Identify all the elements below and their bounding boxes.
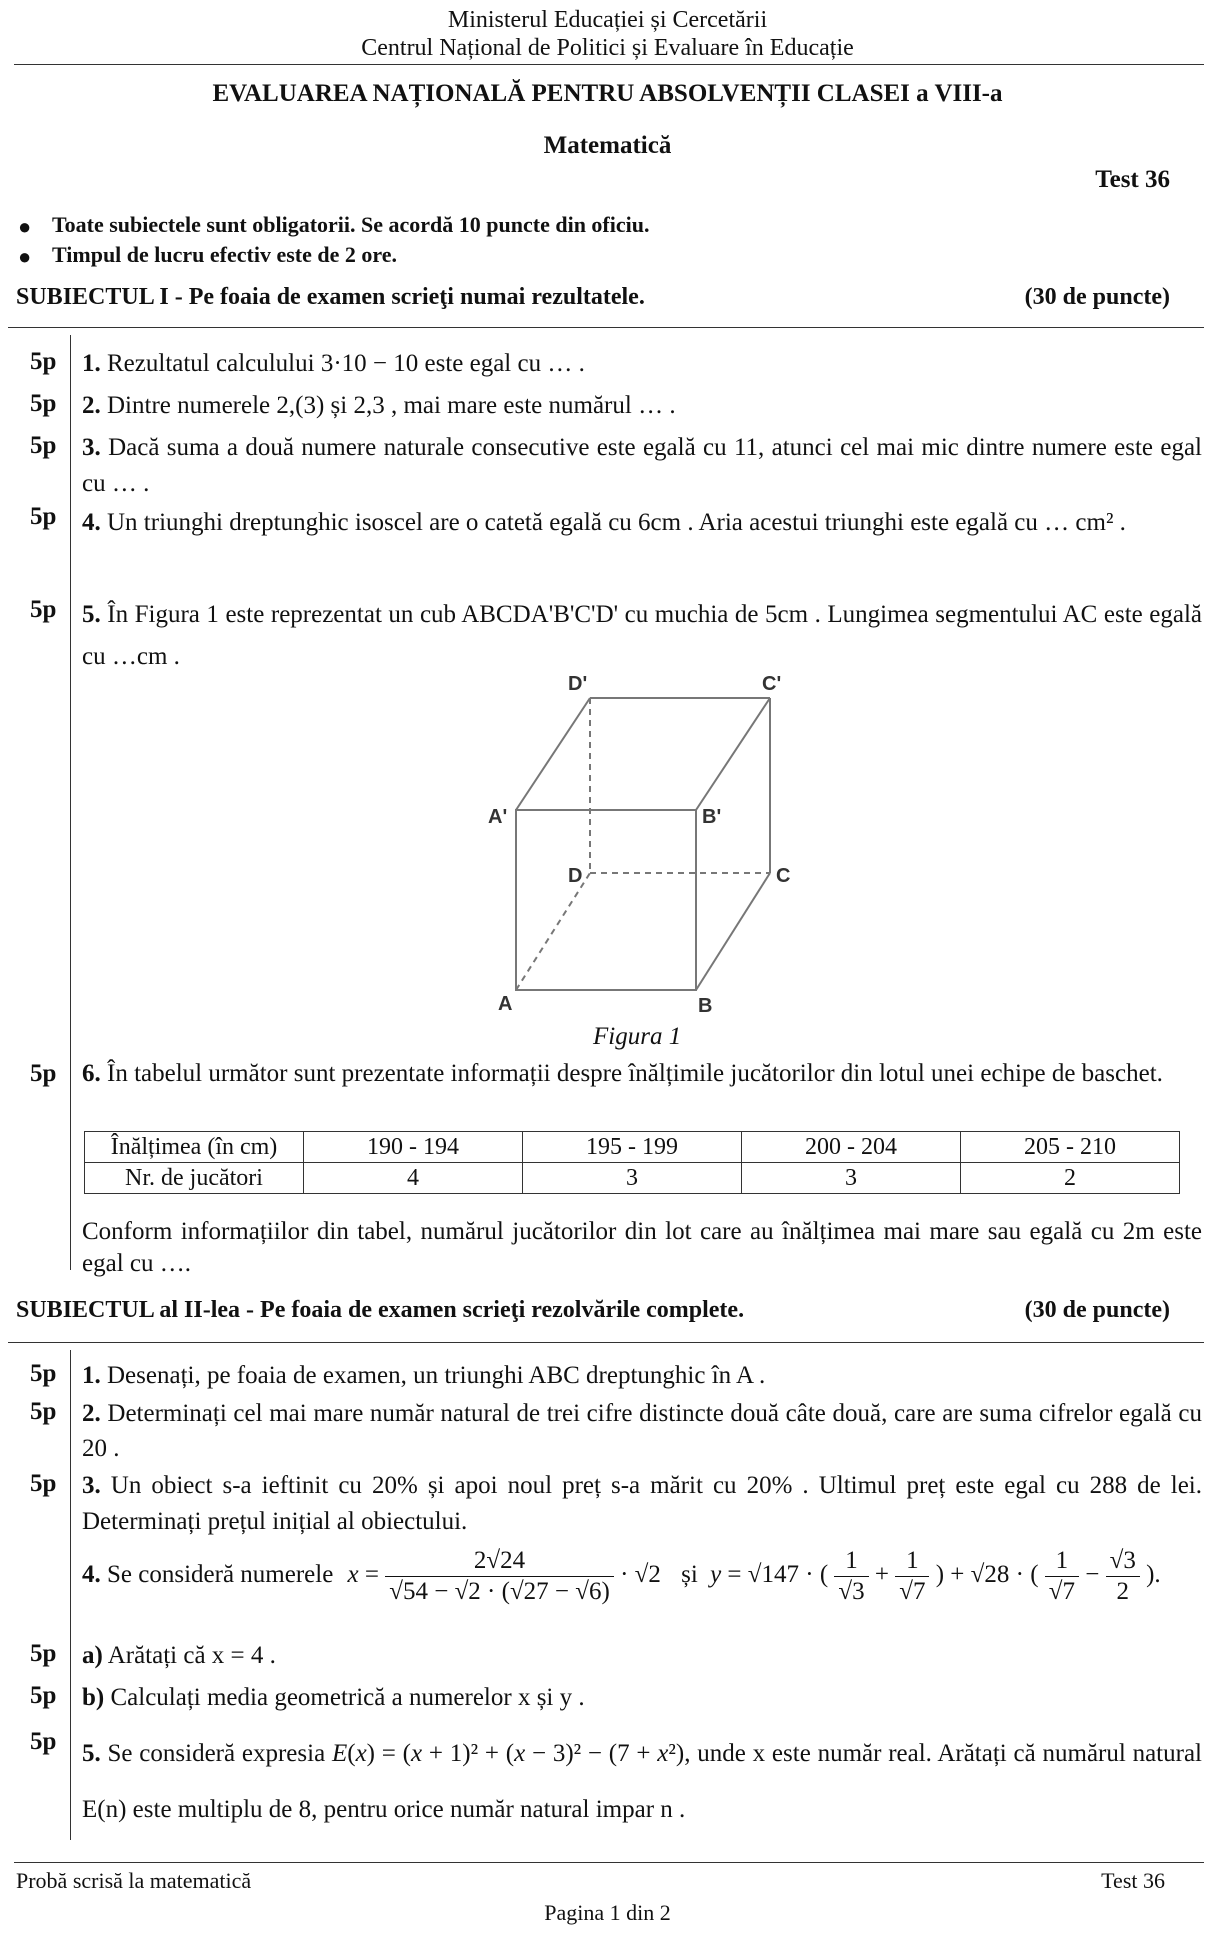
table-cell: 190 - 194 xyxy=(304,1132,523,1163)
label-c1: C' xyxy=(762,673,782,695)
page-number: Pagina 1 din 2 xyxy=(544,1900,671,1925)
instruction-2: Timpul de lucru efectiv este de 2 ore. xyxy=(52,242,398,267)
exam-title: EVALUAREA NAȚIONALĂ PENTRU ABSOLVENȚII CLASEI a VIII-a xyxy=(212,80,1003,107)
s2-question-5: 5. Se consideră expresia E(x) = (x + 1)² + (x − 3)² − (7 + x²), unde x este număr real. Arătați că numărul natural E(n) este multiplu de 8, pentru orice număr natural impar n . xyxy=(82,1740,1202,1823)
ministry-name: Ministerul Educației și Cercetării xyxy=(447,7,768,33)
points-q4b: 5p xyxy=(30,1682,57,1709)
points-q3: 5p xyxy=(30,432,57,459)
points-q4a: 5p xyxy=(30,1640,57,1667)
question-2: 2. Dintre numerele 2,(3) și 2,3 , mai mare este numărul … . xyxy=(82,392,676,419)
label-d1: D' xyxy=(568,673,588,695)
s2-question-2: 2. Determinați cel mai mare număr natural de trei cifre distincte două câte două, care are suma cifrelor egală cu 20 . xyxy=(82,1400,1202,1462)
bullet-icon: ● xyxy=(18,244,32,269)
points-s2-q1: 5p xyxy=(30,1360,57,1387)
points-q1: 5p xyxy=(30,348,57,375)
heights-table xyxy=(84,1131,1180,1194)
edge-bc xyxy=(696,873,770,990)
center-name: Centrul Național de Politici și Evaluare în Educație xyxy=(361,35,854,61)
edge-a1d1 xyxy=(516,698,590,810)
footer-left: Probă scrisă la matematică xyxy=(16,1868,252,1893)
s2-question-4a: a) Arătați că x = 4 . xyxy=(82,1642,276,1669)
section2-points: (30 de puncte) xyxy=(1024,1297,1170,1323)
points-q4: 5p xyxy=(30,503,57,530)
label-b: B xyxy=(698,995,713,1017)
label-a1: A' xyxy=(488,806,508,828)
test-number: Test 36 xyxy=(1095,166,1170,193)
label-d: D xyxy=(568,865,583,887)
footer-rule xyxy=(14,1862,1204,1863)
table-cell: 2 xyxy=(961,1163,1180,1194)
table-header-cell: Nr. de jucători xyxy=(85,1163,304,1194)
q4-intro: Se consideră numerele xyxy=(107,1561,334,1589)
label-c: C xyxy=(776,865,791,887)
edge-b1c1 xyxy=(696,698,770,810)
s2-question-4: 4. Se consideră numerele x = $\frac{2√24}{√54 - √2 \cdot (√27 - √6)}$ · √2 și y = √147 · ( $\frac{1}{√3}$ + $\frac{1}{√7}$ ) + √28 · ( $\frac{1}{√7}$ − $\frac{√3}{2}$ ). xyxy=(82,1547,1161,1605)
formula-e: E(x) = (x + 1)² + (x − 3)² − (7 + x²), xyxy=(331,1740,691,1767)
table-header-cell: Înălțimea (în cm) xyxy=(85,1132,304,1163)
points-s2-q2: 5p xyxy=(30,1398,57,1425)
section2-title: SUBIECTUL al II-lea - Pe foaia de examen scrieţi rezolvările complete. xyxy=(16,1297,745,1323)
label-a: A xyxy=(498,993,513,1015)
table-question: Conform informațiilor din tabel, numărul jucătorilor din lot care au înălțimea mai mare sau egală cu 2m este egal cu …. xyxy=(82,1218,1202,1277)
question-5: 5. În Figura 1 este reprezentat un cub ABCDA'B'C'D' cu muchia de 5cm . Lungimea segmentului AC este egală cu …cm . xyxy=(82,601,1202,670)
section1-points: (30 de puncte) xyxy=(1024,284,1170,310)
table-cell: 200 - 204 xyxy=(742,1132,961,1163)
table-row xyxy=(85,1163,1180,1194)
s2-question-3: 3. Un obiect s-a ieftinit cu 20% și apoi noul preț s-a mărit cu 20% . Ultimul preț este egal cu 288 de lei. Determinați prețul inițial al obiectului. xyxy=(82,1472,1202,1535)
table-row xyxy=(85,1132,1180,1163)
footer-right: Test 36 xyxy=(1101,1868,1165,1893)
label-b1: B' xyxy=(702,806,722,828)
section1-title: SUBIECTUL I - Pe foaia de examen scrieţi numai rezultatele. xyxy=(16,284,645,310)
question-6: 6. În tabelul următor sunt prezentate informații despre înălțimile jucătorilor din lotul unei echipe de baschet. xyxy=(82,1060,1163,1087)
points-q2: 5p xyxy=(30,390,57,417)
section1-rule xyxy=(8,327,1204,328)
points-q6: 5p xyxy=(30,1060,57,1087)
header-rule xyxy=(14,64,1204,65)
instruction-1: Toate subiectele sunt obligatorii. Se acordă 10 puncte din oficiu. xyxy=(52,212,650,237)
table-cell: 3 xyxy=(523,1163,742,1194)
formula-y: y = √147 · ( $\frac{1}{√3}$ + $\frac{1}{√7}$ ) + √28 · ( $\frac{1}{√7}$ − $\frac{√3}{2}$ ). xyxy=(710,1547,1161,1605)
section1-margin-line xyxy=(70,335,71,1270)
points-s2-q3: 5p xyxy=(30,1470,57,1497)
table-cell: 205 - 210 xyxy=(961,1132,1180,1163)
s2-question-1: 1. Desenați, pe foaia de examen, un triunghi ABC dreptunghic în A . xyxy=(82,1362,766,1389)
question-1: 1. Rezultatul calculului 3·10 − 10 este egal cu … . xyxy=(82,350,585,377)
table-cell: 4 xyxy=(304,1163,523,1194)
cube-figure xyxy=(480,668,810,1018)
formula-x: x = $\frac{2√24}{√54 - √2 \cdot (√27 - √6)}$ · √2 xyxy=(347,1547,668,1605)
points-q5: 5p xyxy=(30,596,57,623)
edge-ad xyxy=(516,873,590,990)
subject-title: Matematică xyxy=(543,132,672,159)
front-face xyxy=(516,810,696,990)
figure-caption: Figura 1 xyxy=(593,1023,682,1050)
section2-rule xyxy=(8,1342,1204,1343)
table-cell: 3 xyxy=(742,1163,961,1194)
table-cell: 195 - 199 xyxy=(523,1132,742,1163)
question-4: 4. Un triunghi dreptunghic isoscel are o catetă egală cu 6cm . Aria acestui triunghi este egală cu … cm² . xyxy=(82,509,1126,536)
points-q5: 5p xyxy=(30,1728,57,1755)
section2-margin-line xyxy=(70,1350,71,1840)
bullet-icon: ● xyxy=(18,214,32,239)
s2-question-4b: b) Calculați media geometrică a numerelor x și y . xyxy=(82,1684,585,1711)
question-3: 3. Dacă suma a două numere naturale consecutive este egală cu 11, atunci cel mai mic dintre numere este egal cu … . xyxy=(82,434,1203,497)
